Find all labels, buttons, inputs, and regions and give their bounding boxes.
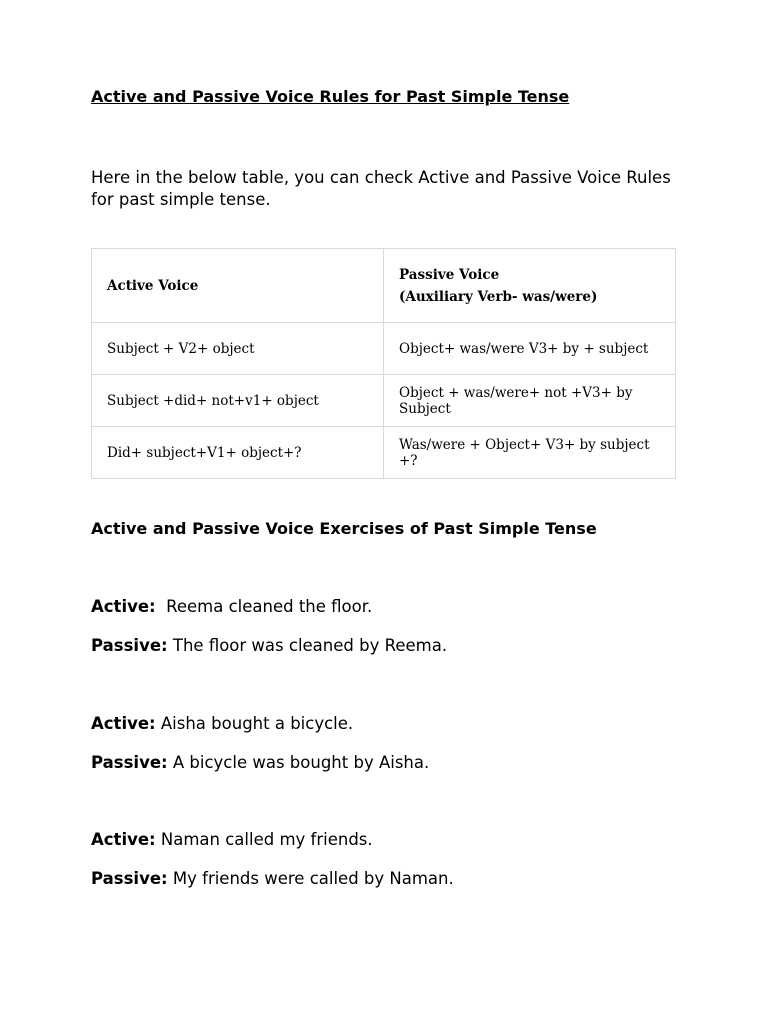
header-passive-voice [384,249,676,323]
table-header-row [92,249,676,323]
passive-label: Passive: [91,753,168,772]
active-label: Active: [91,714,156,733]
active-rule-cell: Subject + V2+ object [92,323,384,375]
table-row [92,375,676,427]
passive-sentence-text: My friends were called by Naman. [167,869,454,888]
exercises-heading: Active and Passive Voice Exercises of Past Simple Tense [91,519,597,538]
table-row [92,427,676,479]
passive-sentence-text: The floor was cleaned by Reema. [167,636,448,655]
table-row [92,323,676,375]
intro-paragraph: Here in the below table, you can check Active and Passive Voice Rules for past simple tense. [91,168,671,209]
exercise-active-sentence [91,714,353,733]
passive-rule-cell: Was/were + Object+ V3+ by subject +? [384,427,676,479]
page-title: Active and Passive Voice Rules for Past Simple Tense [91,87,570,106]
header-auxiliary-verb: (Auxiliary Verb- was/were) [399,288,598,305]
active-label: Active: [91,597,156,616]
active-sentence-text: Naman called my friends. [155,830,373,849]
active-label: Active: [91,830,156,849]
rules-table [91,248,676,479]
exercise-active-sentence [91,597,372,616]
passive-label: Passive: [91,869,168,888]
active-sentence-text: Reema cleaned the floor. [155,597,373,616]
active-sentence-text: Aisha bought a bicycle. [155,714,354,733]
passive-label: Passive: [91,636,168,655]
header-passive-label: Passive Voice [399,266,500,283]
passive-rule-cell: Object + was/were+ not +V3+ by Subject [384,375,676,427]
passive-rule-cell: Object+ was/were V3+ by + subject [384,323,676,375]
exercise-passive-sentence [91,636,447,655]
exercise-passive-sentence [91,869,454,888]
passive-sentence-text: A bicycle was bought by Aisha. [167,753,430,772]
exercise-passive-sentence [91,753,429,772]
header-active-voice: Active Voice [92,249,384,323]
active-rule-cell: Did+ subject+V1+ object+? [92,427,384,479]
exercise-active-sentence [91,830,373,849]
active-rule-cell: Subject +did+ not+v1+ object [92,375,384,427]
